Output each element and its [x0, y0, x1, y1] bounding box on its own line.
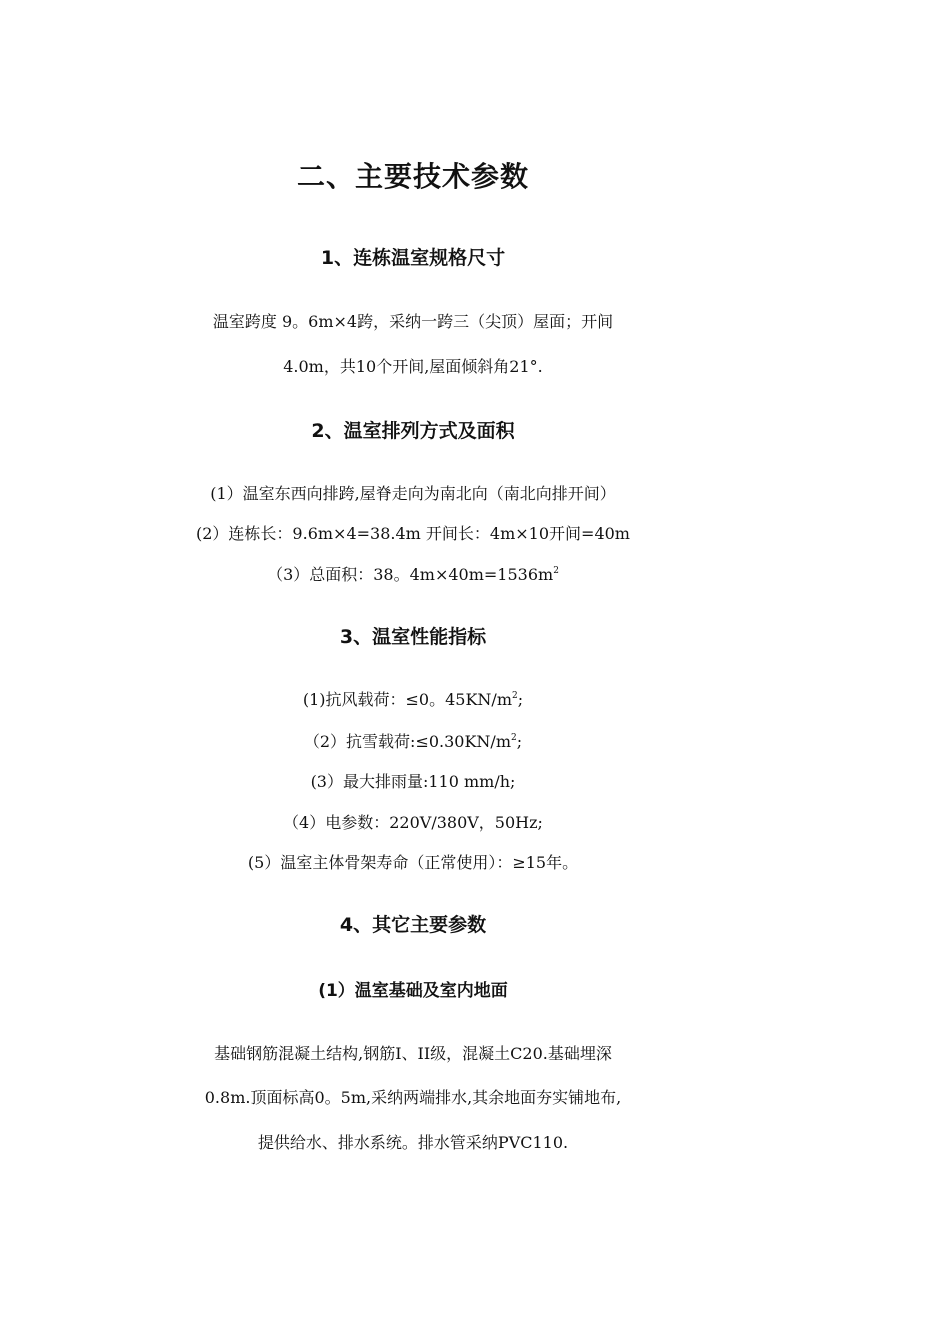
section-4-line-3: 提供给水、排水系统。排水管采纳PVC110. [257, 1133, 569, 1152]
indicator-electrical: （4）电参数：220V/380V，50Hz; [283, 813, 543, 832]
indicator-rain-drainage: (3）最大排雨量:110 mm/h; [310, 772, 516, 791]
section-4-subheading: (1）温室基础及室内地面 [318, 981, 508, 1001]
indicator-snow-load [0, 729, 826, 752]
indicator-lifespan: (5）温室主体骨架寿命（正常使用）：≥15年。 [247, 853, 579, 872]
wind-load-suffix: ; [517, 690, 524, 709]
section-1-heading: 1、连栋温室规格尺寸 [320, 247, 506, 269]
snow-load-text: （2）抗雪载荷:≤0.30KN/m [303, 732, 511, 751]
snow-load-exponent: 2 [511, 733, 517, 743]
total-area-text: （3）总面积：38。4m×40m=1536m [267, 565, 554, 584]
total-area-exponent: 2 [553, 566, 559, 576]
wind-load-text: (1)抗风载荷：≤0。45KN/m [302, 690, 512, 709]
section-2-line-2: (2）连栋长：9.6m×4=38.4m 开间长：4m×10开间=40m [196, 524, 630, 543]
section-4-line-1: 基础钢筋混凝土结构,钢筋I、II级，混凝土C20.基础埋深 [214, 1044, 612, 1063]
section-4-heading: 4、其它主要参数 [339, 914, 487, 936]
section-3-heading: 3、温室性能指标 [339, 626, 487, 648]
section-2-total-area [0, 562, 826, 585]
section-2-line-1: (1）温室东西向排跨,屋脊走向为南北向（南北向排开间） [210, 484, 616, 503]
page-title: 二、主要技术参数 [296, 160, 529, 193]
section-1-line-1: 温室跨度 9。6m×4跨，采纳一跨三（尖顶）屋面；开间 [212, 312, 614, 331]
section-4-line-2: 0.8m.顶面标高0。5m,采纳两端排水,其余地面夯实铺地布, [204, 1088, 622, 1107]
section-1-line-2: 4.0m，共10个开间,屋面倾斜角21°. [283, 357, 543, 376]
section-2-heading: 2、温室排列方式及面积 [311, 420, 515, 442]
snow-load-suffix: ; [516, 732, 523, 751]
indicator-wind-load [0, 687, 826, 710]
wind-load-exponent: 2 [512, 691, 518, 701]
